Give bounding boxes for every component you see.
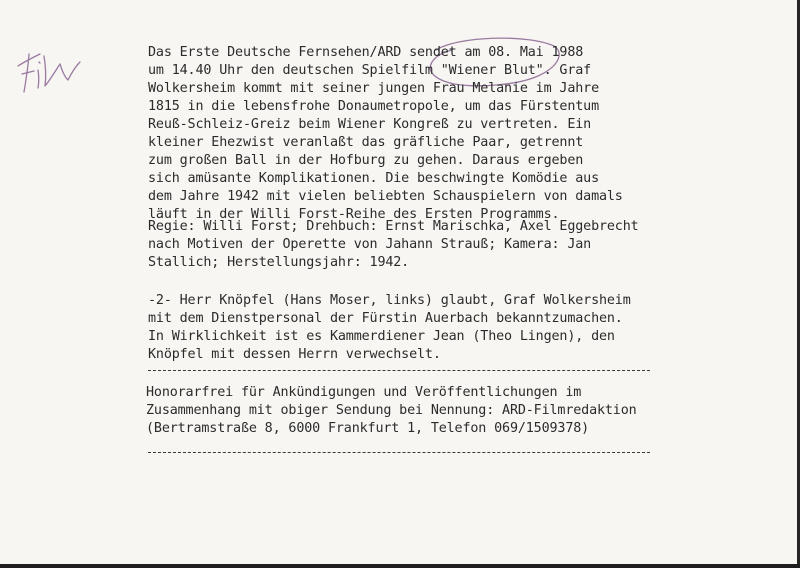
paragraph-credits: Regie: Willi Forst; Drehbuch: Ernst Marischka, Axel Eggebrecht nach Motiven der Operette von Jahann Strauß; Kamera: Jan Stallich; Herstellungsjahr: 1942. xyxy=(148,219,639,270)
paragraph-photo-caption: -2- Herr Knöpfel (Hans Moser, links) glaubt, Graf Wolkersheim mit dem Dienstpersonal der Fürstin Auerbach bekanntzumachen. In Wirklichkeit ist es Kammerdiener Jean (Theo Lingen), den Knöpfel mit dessen Herrn verwechselt. xyxy=(148,293,631,362)
dashed-divider-top xyxy=(148,370,650,371)
dashed-divider-bottom xyxy=(148,452,650,453)
paragraph-usage-notice: Honorarfrei für Ankündigungen und Veröffentlichungen im Zusammenhang mit obiger Sendung bei Nennung: ARD-Filmredaktion (Bertramstraße 8, 6000 Frankfurt 1, Telefon 069/1509378) xyxy=(146,385,637,436)
scan-edge-bottom xyxy=(0,564,800,568)
handwritten-note-film xyxy=(10,40,90,100)
paragraph-broadcast-synopsis: Das Erste Deutsche Fernsehen/ARD sendet am 08. Mai 1988 um 14.40 Uhr den deutschen Spielfilm "Wiener Blut". Graf Wolkersheim kommt mit seiner jungen Frau Melanie im Jahre 1815 in die lebensfrohe Donaumetropole, um das Fürstentum Reuß-Schleiz-Greiz beim Wiener Kongreß zu vertreten. Ein kleiner Ehezwist veranlaßt das gräfliche Paar, getrennt zum großen Ball in der Hofburg zu gehen. Daraus ergeben sich amüsante Komplikationen. Die beschwingte Komödie aus dem Jahre 1942 mit vielen beliebten Schauspielern von damals läuft in der Willi Forst-Reihe des Ersten Programms. xyxy=(148,45,623,222)
